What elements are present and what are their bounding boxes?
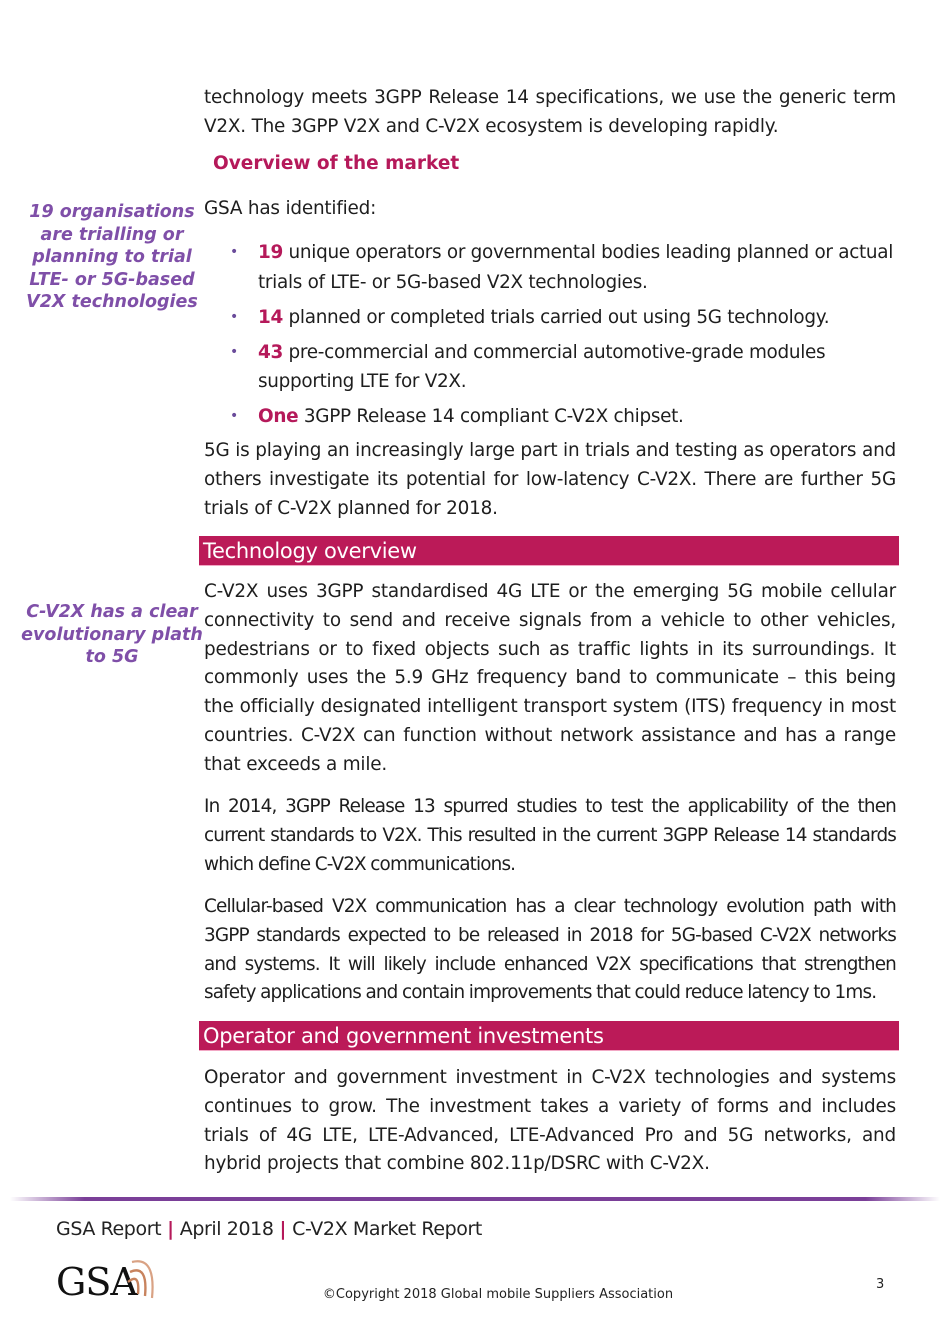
sidenote-organisations: 19 organisations are trialling or planning to trial LTE- or 5G-based V2X technologies xyxy=(26,202,198,312)
technology-paragraph-1: C-V2X uses 3GPP standardised 4G LTE or the emerging 5G mobile cellular connectivity to send and receive signals from a vehicle to other vehicles, pedestrians or to fixed objects such as traffic lights in its surroundings. It commonly uses the 5.9 GHz frequency band to communicate – this being the officially designated intelligent transport system (ITS) frequency in most countries. C-V2X can function without network assistance and has a range that exceeds a mile. xyxy=(204,581,896,775)
footer-divider xyxy=(10,1197,940,1201)
section-heading-market: Overview of the market xyxy=(213,153,460,174)
bullet-text: 3GPP Release 14 compliant C-V2X chipset. xyxy=(298,406,684,427)
footer-date: April 2018 xyxy=(179,1218,274,1240)
technology-paragraph-2: In 2014, 3GPP Release 13 spurred studies to test the applicability of the then current standards to V2X. This resulted in the current 3GPP Release 14 standards which define C-V2X communications. xyxy=(204,796,896,875)
section-heading-technology: Technology overview xyxy=(199,536,899,566)
footer-separator: | xyxy=(279,1218,287,1240)
footer-separator: | xyxy=(167,1218,174,1240)
investments-paragraph: Operator and government investment in C-V2X technologies and systems continues to grow. The investment takes a variety of forms and includes trials of 4G LTE, LTE-Advanced, LTE-Advanced Pro and 5G networks, and hybrid projects that combine 802.11p/DSRC with C-V2X. xyxy=(204,1067,896,1175)
intro-paragraph: technology meets 3GPP Release 14 specifications, we use the generic term V2X. The 3GPP V2X and C-V2X ecosystem is developing rapidly. xyxy=(204,87,896,137)
footer-title: C-V2X Market Report xyxy=(292,1218,482,1240)
bullet-text: unique operators or governmental bodies leading planned or actual trials of LTE- or 5G-based V2X technologies. xyxy=(258,242,894,293)
bullet-number: 43 xyxy=(258,341,283,363)
bullet-text: pre-commercial and commercial automotive-grade modules supporting LTE for V2X. xyxy=(258,341,826,392)
bullet-text: planned or completed trials carried out using 5G technology. xyxy=(283,306,830,328)
gsa-logo-text: GSA xyxy=(56,1260,137,1304)
bullet-item xyxy=(230,238,910,297)
bullet-item xyxy=(230,338,910,397)
bullet-number: 19 xyxy=(258,242,283,263)
copyright-notice: ©Copyright 2018 Global mobile Suppliers Association xyxy=(322,1287,674,1302)
market-closing-paragraph: 5G is playing an increasingly large part in trials and testing as operators and others investigate its potential for low-latency C-V2X. There are further 5G trials of C-V2X planned for 2018. xyxy=(204,440,896,519)
bullet-dot-icon: • xyxy=(230,408,238,424)
market-lead: GSA has identified: xyxy=(204,198,377,219)
footer-report-line xyxy=(56,1218,482,1240)
section-heading-investments: Operator and government investments xyxy=(199,1021,899,1051)
bullet-item xyxy=(230,402,910,432)
market-bullet-list xyxy=(230,238,910,437)
footer-report-label: GSA Report xyxy=(56,1218,162,1240)
bullet-item xyxy=(230,303,910,333)
bullet-dot-icon: • xyxy=(230,244,238,260)
bullet-dot-icon: • xyxy=(230,343,238,360)
bullet-number: 14 xyxy=(258,306,283,328)
page-number: 3 xyxy=(876,1277,885,1292)
technology-paragraph-3: Cellular-based V2X communication has a clear technology evolution path with 3GPP standards expected to be released in 2018 for 5G-based C-V2X networks and systems. It will likely include enhanced V2X specifications that strengthen safety applications and contain improvements that could reduce latency to 1ms. xyxy=(204,896,896,1004)
bullet-number: One xyxy=(258,406,299,427)
sidenote-evolution: C-V2X has a clear evolutionary plath to 5G xyxy=(21,602,203,667)
bullet-dot-icon: • xyxy=(230,308,238,325)
